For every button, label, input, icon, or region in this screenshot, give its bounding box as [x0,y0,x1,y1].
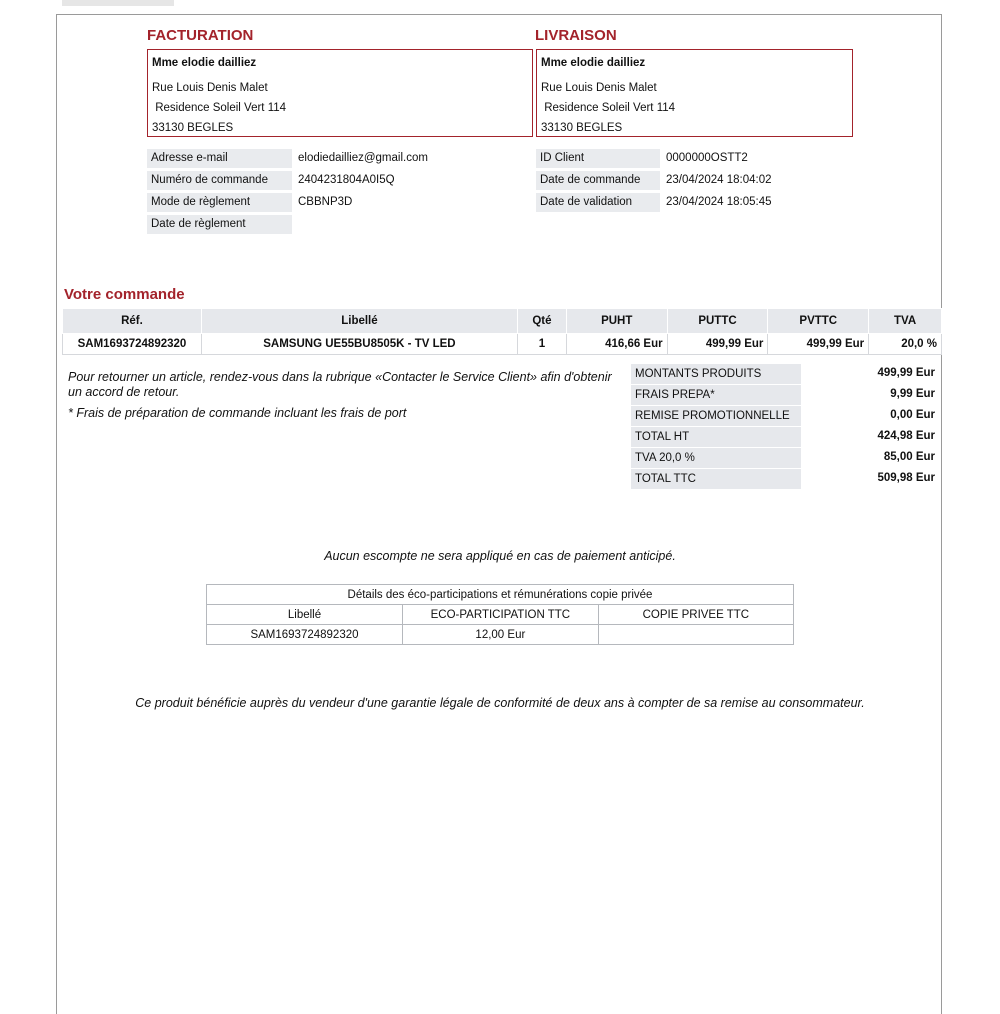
cell-puttc: 499,99 Eur [667,334,768,355]
shipping-title: LIVRAISON [535,27,617,44]
eco-participation-table [206,584,794,645]
shipping-city: 33130 BEGLES [541,122,623,134]
totals-row [631,385,940,406]
info-label: Date de commande [536,171,660,190]
payment-mode-value: CBBNP3D [298,196,353,208]
info-row [536,191,772,213]
col-tva: TVA [869,309,942,334]
col-puht: PUHT [566,309,667,334]
shipping-complement: Residence Soleil Vert 114 [541,102,676,114]
col-ref: Réf. [63,309,202,334]
billing-address-box [147,49,533,137]
info-row [147,191,428,213]
cell-label: SAMSUNG UE55BU8505K - TV LED [201,334,517,355]
totals-row [631,406,940,427]
email-value: elodiedailliez@gmail.com [298,152,428,164]
info-row [147,169,428,191]
totals-row [631,469,940,490]
info-row [536,169,772,191]
totals-row [631,364,940,385]
totals-value: 509,98 Eur [802,469,940,490]
cell-qty: 1 [517,334,566,355]
billing-name: Mme elodie dailliez [152,57,257,69]
totals-value: 9,99 Eur [802,385,940,406]
totals-label: REMISE PROMOTIONNELLE [631,406,802,427]
totals-label: FRAIS PREPA* [631,385,802,406]
info-row [147,147,428,169]
cell-tva: 20,0 % [869,334,942,355]
col-qty: Qté [517,309,566,334]
info-label: Date de règlement [147,215,292,234]
table-row [207,625,794,645]
info-label: Adresse e-mail [147,149,292,168]
eco-cell-label: SAM1693724892320 [207,625,403,645]
totals-value: 0,00 Eur [802,406,940,427]
order-date-value: 23/04/2024 18:04:02 [666,174,772,186]
totals-label: TOTAL TTC [631,469,802,490]
col-label: Libellé [201,309,517,334]
totals-label: TVA 20,0 % [631,448,802,469]
eco-title: Détails des éco-participations et rémunérations copie privée [207,585,794,605]
totals-label: MONTANTS PRODUITS [631,364,802,385]
col-pvttc: PVTTC [768,309,869,334]
totals-table [630,363,940,490]
billing-street: Rue Louis Denis Malet [152,82,268,94]
table-row [63,334,942,355]
cell-ref: SAM1693724892320 [63,334,202,355]
escompte-note: Aucun escompte ne sera appliqué en cas de paiement anticipé. [324,549,676,563]
totals-value: 424,98 Eur [802,427,940,448]
info-row [147,213,428,235]
eco-cell-eco: 12,00 Eur [403,625,599,645]
totals-row [631,427,940,448]
shipping-address-box [536,49,853,137]
order-header-row [63,309,942,334]
cell-puht: 416,66 Eur [566,334,667,355]
eco-col-eco: ECO-PARTICIPATION TTC [403,605,599,625]
info-label: ID Client [536,149,660,168]
billing-title: FACTURATION [147,27,254,44]
order-table [62,308,942,355]
totals-label: TOTAL HT [631,427,802,448]
shipping-street: Rue Louis Denis Malet [541,82,657,94]
warranty-note: Ce produit bénéficie auprès du vendeur d'une garantie légale de conformité de deux ans à compter de sa remise au consommateur. [135,696,865,710]
info-label: Mode de règlement [147,193,292,212]
totals-row [631,448,940,469]
billing-city: 33130 BEGLES [152,122,234,134]
eco-cell-copie [598,625,793,645]
eco-title-row [207,585,794,605]
client-id-value: 0000000OSTT2 [666,152,748,164]
info-row [536,147,772,169]
order-number-value: 2404231804A0I5Q [298,174,395,186]
eco-header-row [207,605,794,625]
info-label: Date de validation [536,193,660,212]
fees-note: * Frais de préparation de commande incluant les frais de port [68,406,407,420]
totals-value: 85,00 Eur [802,448,940,469]
eco-col-copie: COPIE PRIVEE TTC [598,605,793,625]
order-info-right [536,147,772,213]
validation-date-value: 23/04/2024 18:05:45 [666,196,772,208]
order-notes [68,370,616,427]
billing-complement: Residence Soleil Vert 114 [152,102,287,114]
header-remnant [62,0,174,6]
eco-col-label: Libellé [207,605,403,625]
info-label: Numéro de commande [147,171,292,190]
order-info-left [147,147,428,235]
order-title: Votre commande [64,286,185,303]
cell-pvttc: 499,99 Eur [768,334,869,355]
return-note: Pour retourner un article, rendez-vous dans la rubrique «Contacter le Service Client» afin d'obtenir un accord de retour. [68,370,612,399]
shipping-name: Mme elodie dailliez [541,57,646,69]
col-puttc: PUTTC [667,309,768,334]
totals-value: 499,99 Eur [802,364,940,385]
